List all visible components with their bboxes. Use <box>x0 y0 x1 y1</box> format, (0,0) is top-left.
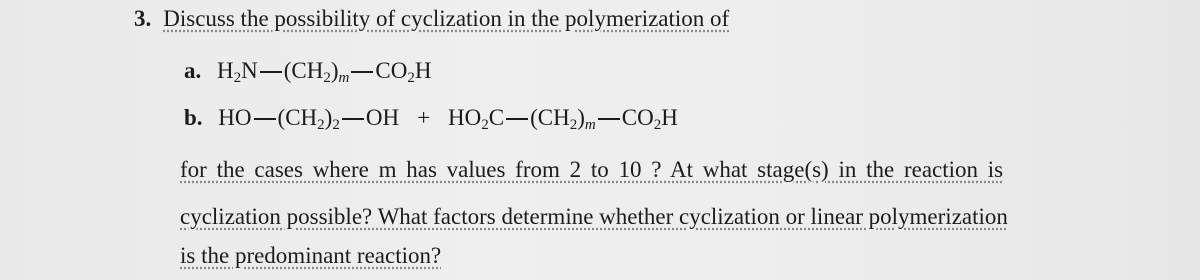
question-number: 3. <box>134 6 152 31</box>
single-bond-line <box>351 71 373 73</box>
question-prompt: Discuss the possibility of cyclization in the polymerization of <box>163 6 730 31</box>
single-bond-line <box>342 118 364 120</box>
item-a <box>184 57 431 85</box>
body-line-3: is the predominant reaction? <box>180 243 442 268</box>
single-bond-line <box>260 71 282 73</box>
single-bond-line <box>254 118 276 120</box>
body-line-2: cyclization possible? What factors determine whether cyclization or linear polymerization <box>180 204 1008 229</box>
item-b <box>184 104 678 132</box>
question-header <box>134 5 729 33</box>
item-b-formula: HO $(CH_2)_2$ OH + $HO_2C$ $(CH_2)_m$ $CO_2H$ <box>218 105 678 133</box>
item-a-label: a. <box>184 58 202 83</box>
single-bond-line <box>506 118 528 120</box>
single-bond-line <box>598 118 620 120</box>
item-b-label: b. <box>184 105 203 130</box>
item-a-formula: $H_2N$ $(CH_2)_m$ $CO_2H$ <box>217 58 432 86</box>
body-line-1: for the cases where m has values from 2 to 10 ? At what stage(s) in the reaction is <box>180 157 1004 182</box>
